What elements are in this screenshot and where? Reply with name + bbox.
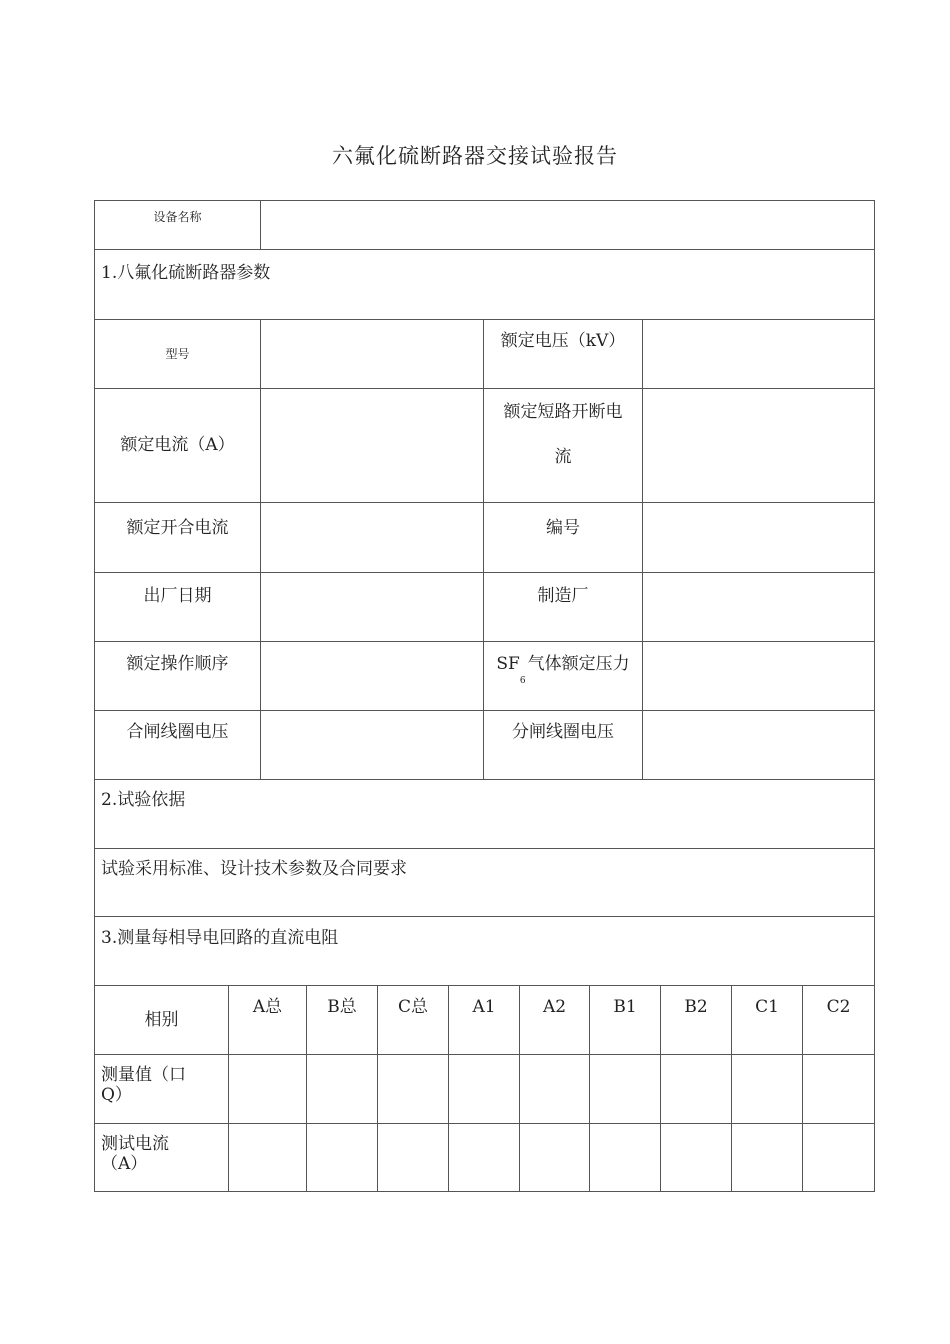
rated-breaking-current-value[interactable] [642,388,875,503]
current-cell[interactable] [731,1123,803,1192]
closing-coil-voltage-value[interactable] [260,710,484,780]
sf-prefix: SF [496,654,520,674]
rated-breaking-current-line1: 额定短路开断电 [503,402,623,422]
rated-voltage-label: 额定电压（kV） [483,319,643,389]
current-cell[interactable] [589,1123,661,1192]
opening-coil-voltage-label: 分闸线圈电压 [483,710,643,780]
table-header-cell: B2 [660,985,732,1055]
test-current-label [94,1123,229,1192]
opening-coil-voltage-value[interactable] [642,710,875,780]
operating-sequence-label: 额定操作顺序 [94,641,261,711]
current-cell[interactable] [306,1123,378,1192]
manufacturer-label: 制造厂 [483,572,643,642]
sf-subscript: 6 [519,676,526,686]
sf6-pressure-label [483,641,643,711]
measured-cell[interactable] [448,1054,520,1124]
model-label: 型号 [94,319,261,389]
production-date-value[interactable] [260,572,484,642]
measured-cell[interactable] [306,1054,378,1124]
model-value[interactable] [260,319,484,389]
table-header-cell: C2 [802,985,875,1055]
test-current-line2: （A） [101,1154,148,1175]
table-header-cell: B总 [306,985,378,1055]
section1-heading: 1.八氟化硫断路器参数 [94,249,875,320]
test-basis-text: 试验采用标准、设计技术参数及合同要求 [94,848,875,917]
sf-pressure-text: 气体额定压力 [527,654,630,674]
table-header-cell: A1 [448,985,520,1055]
table-header-cell: B1 [589,985,661,1055]
test-current-line1: 测试电流 [101,1134,169,1154]
measured-cell[interactable] [228,1054,307,1124]
rated-breaking-current-label [483,388,643,503]
rated-current-label: 额定电流（A） [94,388,261,503]
device-name-value[interactable] [260,200,875,250]
measured-value-label [94,1054,229,1124]
current-cell[interactable] [448,1123,520,1192]
rated-making-current-label: 额定开合电流 [94,502,261,573]
current-cell[interactable] [228,1123,307,1192]
current-cell[interactable] [660,1123,732,1192]
sf6-pressure-value[interactable] [642,641,875,711]
table-header-cell: A总 [228,985,307,1055]
rated-voltage-value[interactable] [642,319,875,389]
table-header-cell: C1 [731,985,803,1055]
current-cell[interactable] [802,1123,875,1192]
measured-cell[interactable] [802,1054,875,1124]
measured-cell[interactable] [377,1054,449,1124]
table-header-cell: A2 [519,985,590,1055]
serial-number-value[interactable] [642,502,875,573]
manufacturer-value[interactable] [642,572,875,642]
current-cell[interactable] [377,1123,449,1192]
measured-cell[interactable] [731,1054,803,1124]
rated-current-value[interactable] [260,388,484,503]
section3-heading: 3.测量每相导电回路的直流电阻 [94,916,875,986]
measured-value-line2: Q） [101,1085,132,1106]
table-header-cell: 相别 [94,985,229,1055]
closing-coil-voltage-label: 合闸线圈电压 [94,710,261,780]
current-cell[interactable] [519,1123,590,1192]
table-header-cell: C总 [377,985,449,1055]
device-name-label: 设备名称 [94,200,261,250]
measured-cell[interactable] [589,1054,661,1124]
measured-cell[interactable] [660,1054,732,1124]
operating-sequence-value[interactable] [260,641,484,711]
rated-making-current-value[interactable] [260,502,484,573]
rated-breaking-current-line2: 流 [554,446,572,467]
serial-number-label: 编号 [483,502,643,573]
measured-value-line1: 测量值（口 [101,1065,186,1085]
measured-cell[interactable] [519,1054,590,1124]
report-title: 六氟化硫断路器交接试验报告 [332,144,618,168]
section2-heading: 2.试验依据 [94,779,875,849]
production-date-label: 出厂日期 [94,572,261,642]
